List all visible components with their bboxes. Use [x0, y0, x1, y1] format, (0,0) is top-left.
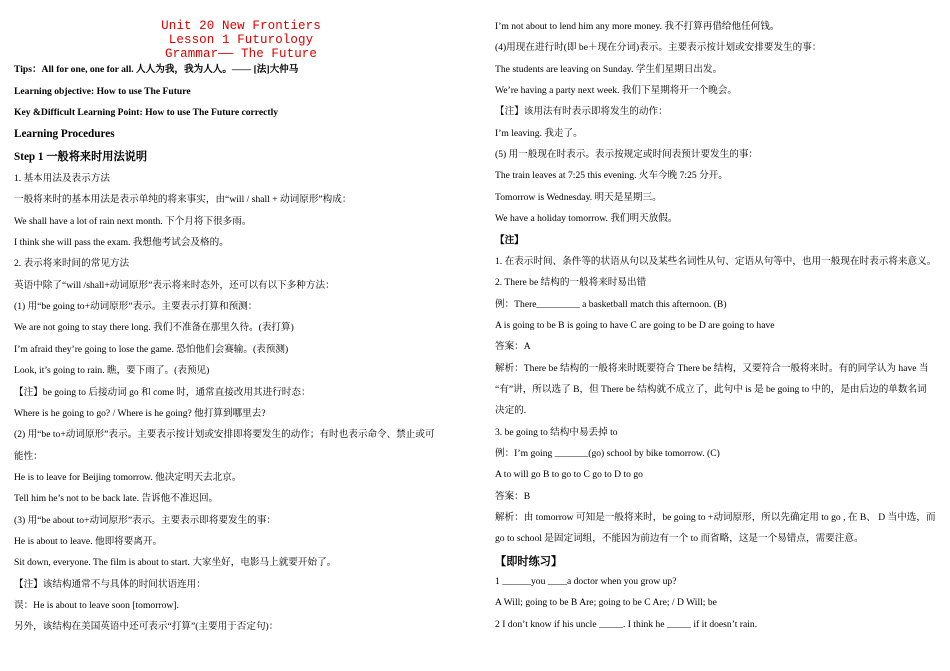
step1-heading: Step 1 一般将来时用法说明	[14, 151, 148, 163]
text-line: (2) 用“be to+动词原形”表示。主要表示按计划或安排即将要发生的动作；有时也表示命令、禁止或可	[14, 429, 435, 441]
text-line: (5) 用一般现在时表示。表示按规定或时间表预计要发生的事：	[495, 149, 759, 161]
text-line: 【注】	[495, 234, 524, 246]
text-line: go to school 是固定词组，不能因为前边有一个 to 而省略，这是一个易错点，需要注意。	[495, 533, 864, 545]
text-line: 答案：B	[495, 490, 531, 502]
text-line: 另外，该结构在美国英语中还可表示“打算”(主要用于否定句)：	[14, 621, 279, 633]
text-line: 英语中除了“will /shall+动词原形”表示将来时态外，还可以有以下多种方法：	[14, 279, 335, 291]
text-line: Sit down, everyone. The film is about to start. 大家坐好，电影马上就要开始了。	[14, 557, 337, 569]
tips-line: Tips：All for one, one for all. 人人为我，我为人人。—— [法]大仲马	[14, 64, 299, 75]
text-line: We’re having a party next week. 我们下星期将开一个晚会。	[495, 85, 737, 97]
text-line: A to will go B to go to C go to D to go	[495, 469, 643, 481]
text-line: 3. be going to 结构中易丢掉 to	[495, 426, 618, 438]
text-line: We shall have a lot of rain next month. 下个月将下很多雨。	[14, 215, 252, 227]
text-line: He is to leave for Beijing tomorrow. 他决定明天去北京。	[14, 471, 242, 483]
text-line: 【注】该用法有时表示即将发生的动作：	[495, 106, 668, 118]
text-line: 例：There_________ a basketball match this afternoon. (B)	[495, 298, 727, 310]
text-line: 【即时练习】	[495, 555, 563, 568]
text-line: I’m not about to lend him any more money. 我不打算再借给他任何钱。	[495, 21, 780, 32]
lesson-title: Lesson 1 Futurology	[168, 33, 314, 47]
text-line: A Will; going to be B Are; going to be C Are; / D Will; be	[495, 597, 717, 609]
text-line: We are not going to stay there long. 我们不准备在那里久待。(表打算)	[14, 322, 294, 334]
text-line: Where is he going to go? / Where is he going? 他打算到哪里去?	[14, 407, 266, 419]
key-point-line: Key &Difficult Learning Point: How to use The Future correctly	[14, 107, 279, 118]
text-line: He is about to leave. 他即将要离开。	[14, 535, 163, 547]
text-line: 【注】该结构通常不与具体的时间状语连用：	[14, 578, 206, 590]
text-line: 决定的.	[495, 405, 527, 417]
text-line: The students are leaving on Sunday. 学生们星期日出发。	[495, 63, 723, 75]
objective-line: Learning objective: How to use The Future	[14, 86, 191, 97]
text-line: A is going to be B is going to have C are going to be D are going to have	[495, 319, 775, 331]
text-line: I think she will pass the exam. 我想他考试会及格的。	[14, 237, 229, 249]
text-line: 2. There be 结构的一般将来时易出错	[495, 277, 647, 289]
text-line: Tomorrow is Wednesday. 明天是星期三。	[495, 191, 662, 203]
text-line: 例：I’m going _______(go) school by bike tomorrow. (C)	[495, 448, 720, 459]
text-line: 【注】be going to 后接动词 go 和 come 时，通常直接改用其进行时态：	[14, 386, 311, 398]
text-line: Tell him he’s not to be back late. 告诉他不准迟回。	[14, 493, 219, 505]
text-line: We have a holiday tomorrow. 我们明天放假。	[495, 213, 678, 225]
text-line: “有”讲，所以选了 B，但 There be 结构就不成立了，此句中 is 是 be going to 中的，是由后边的单数名词	[495, 383, 927, 395]
procedures-heading: Learning Procedures	[14, 128, 115, 140]
text-line: 一般将来时的基本用法是表示单纯的将来事实，由“will / shall + 动词原形”构成：	[14, 194, 352, 206]
text-line: 误：He is about to leave soon [tomorrow].	[14, 600, 179, 611]
text-line: 能性：	[14, 450, 43, 462]
grammar-title: Grammar—— The Future	[164, 47, 318, 61]
text-line: 1 ______you ____a doctor when you grow up?	[495, 576, 677, 588]
text-line: 答案：A	[495, 341, 531, 353]
text-line: I’m leaving. 我走了。	[495, 127, 583, 139]
text-line: (3) 用“be about to+动词原形”表示。主要表示即将要发生的事：	[14, 514, 277, 526]
text-line: 解析：由 tomorrow 可知是一般将来时，be going to +动词原形，所以先确定用 to go , 在 B、 D 当中选，而	[495, 512, 936, 524]
text-line: (4)用现在进行时(即 be＋现在分词)表示。主要表示按计划或安排要发生的事：	[495, 42, 822, 54]
text-line: 2 I don’t know if his uncle _____. I think he _____ if it doesn’t rain.	[495, 618, 758, 630]
text-line: 解析：There be 结构的一般将来时既要符合 There be 结构，又要符合一般将来时。有的同学认为 have 当	[495, 362, 929, 374]
text-line: (1) 用“be going to+动词原形”表示。主要表示打算和预测：	[14, 301, 258, 313]
text-line: 1. 基本用法及表示方法	[14, 173, 110, 184]
text-line: The train leaves at 7:25 this evening. 火车今晚 7:25 分开。	[495, 170, 728, 182]
text-line: I’m afraid they’re going to lose the game. 恐怕他们会赛输。(表预测)	[14, 343, 289, 355]
text-line: 1. 在表示时间、条件等的状语从句以及某些名词性从句、定语从句等中，也用一般现在时表示将来意义。	[495, 255, 937, 267]
text-line: 2. 表示将来时间的常见方法	[14, 258, 130, 270]
text-line: Look, it’s going to rain. 瞧，要下雨了。(表预见)	[14, 365, 210, 377]
unit-title: Unit 20 New Frontiers	[161, 19, 321, 33]
